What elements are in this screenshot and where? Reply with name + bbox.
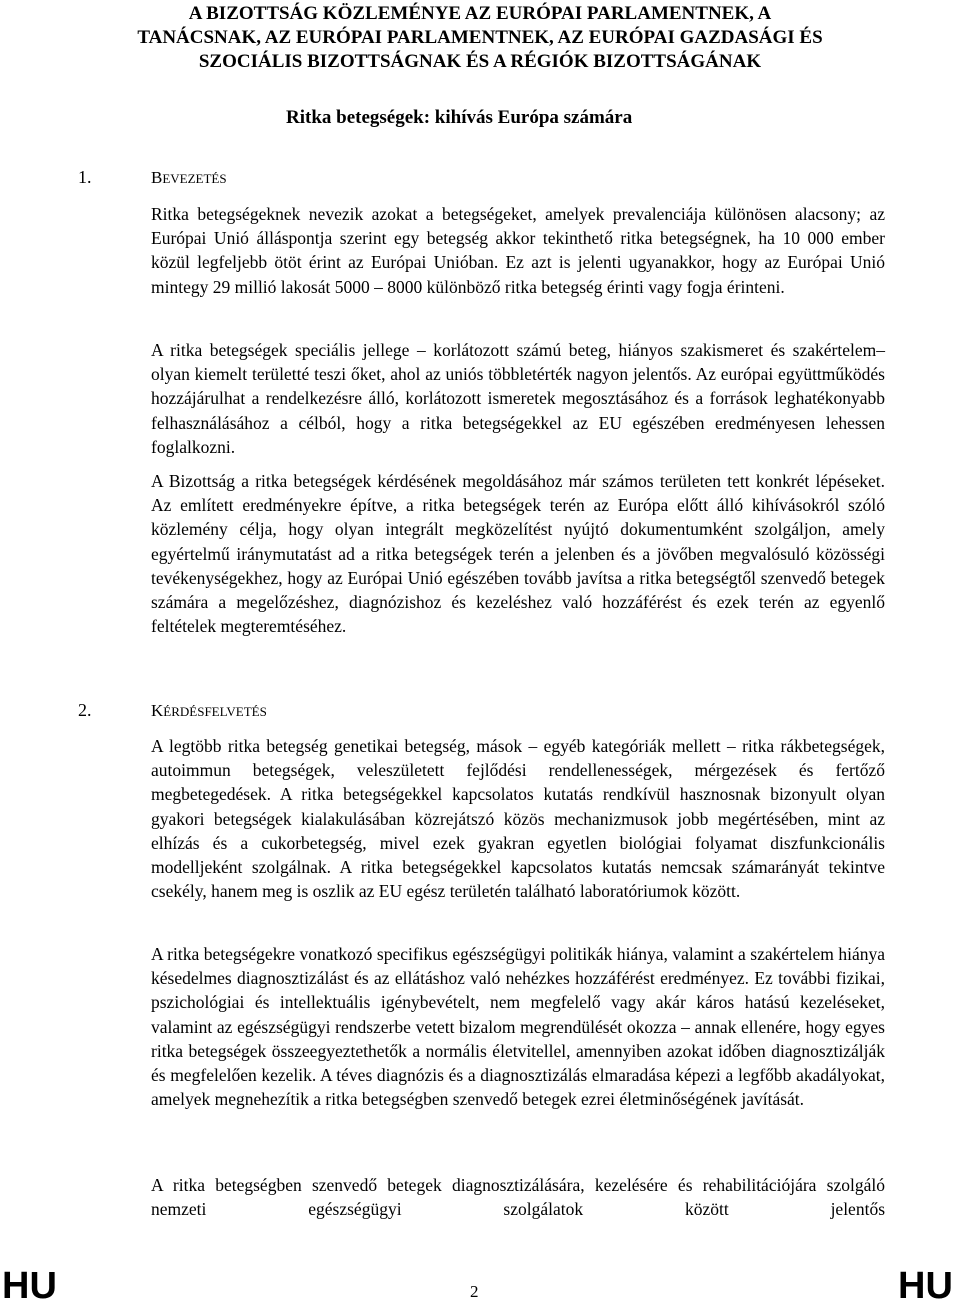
section-number: 1. <box>78 167 92 187</box>
document-subtitle: Ritka betegségek: kihívás Európa számára <box>286 107 633 128</box>
document-title <box>60 2 900 74</box>
title-line: SZOCIÁLIS BIZOTTSÁGNAK ÉS A RÉGIÓK BIZOTTSÁGÁNAK <box>198 51 762 72</box>
paragraph: Ritka betegségeknek nevezik azokat a betegségeket, amelyek prevalenciája különösen alacsony; az Európai Unió álláspontja szerint egy betegség akkor tekinthető ritka betegségnek, ha 10 000 ember közül legfeljebb ötöt érint az Európai Unióban. Ez azt is jelenti ugyanakkor, hogy az Európai Unió mintegy 29 millió lakosát 5000 – 8000 különböző ritka betegség érinti vagy fogja érinteni. <box>151 204 885 297</box>
footer-language-code-right: HU <box>898 1265 953 1307</box>
section-heading-text: EVEZETÉS <box>162 171 227 186</box>
paragraph: A ritka betegségek speciális jellege – korlátozott számú beteg, hiányos szakismeret és szakértelem– olyan kiemelt területté teszi őket, ahol az uniós többletérték nagyon jelentős. Az európai együttműködés hozzájárulhat a rendelkezésre álló, korlátozott ismeretek megosztásához és a források leghatékonyabb felhasználásához a célból, hogy a ritka betegségekkel az EU egészében eredményesen lehessen foglalkozni. <box>151 340 885 457</box>
section-heading-problem-statement <box>78 700 267 722</box>
section-heading-initial: B <box>151 168 163 187</box>
section-heading-text: ÉRDÉSFELVETÉS <box>163 704 267 719</box>
title-line: TANÁCSNAK, AZ EURÓPAI PARLAMENTNEK, AZ EURÓPAI GAZDASÁGI ÉS <box>137 27 823 48</box>
title-line: A BIZOTTSÁG KÖZLEMÉNYE AZ EURÓPAI PARLAMENTNEK, A <box>188 3 772 24</box>
paragraph: A legtöbb ritka betegség genetikai betegség, mások – egyéb kategóriák mellett – ritka rákbetegségek, autoimmun betegségek, veleszületett fejlődési rendellenességek, mérgezések és fertőző megbetegedések. A ritka betegségekkel kapcsolatos kutatás rendkívül hasznosnak bizonyult olyan gyakori betegségek kialakulásában közrejátszó közös mechanizmusok jobb megértésében, mint az elhízás és a cukorbetegség, mivel ezek gyakran egyetlen biológiai folyamat diszfunkcionális modelljeként szolgálnak. A ritka betegségekkel kapcsolatos kutatás nemcsak számarányát tekintve csekély, hanem meg is oszlik az EU egész területén található laboratóriumok között. <box>151 736 885 902</box>
paragraph: A ritka betegségben szenvedő betegek diagnosztizálására, kezelésére és rehabilitációjára szolgáló nemzeti egészségügyi szolgálatok között jelentős <box>151 1175 885 1220</box>
paragraph: A Bizottság a ritka betegségek kérdésének megoldásához már számos területen tett konkrét lépéseket. Az említett eredményekre építve, a ritka betegségek terén az Európa előtt álló kihívásokról szóló közlemény célja, hogy olyan integrált megközelítést nyújtó dokumentumként szolgáljon, amely egyértelmű iránymutatást ad a ritka betegségek terén a jelenben és a jövőben megvalósuló közösségi tevékenységekhez, hogy az Európai Unió egészében tovább javítsa a ritka betegségtől szenvedő betegek számára a megelőzéshez, diagnózishoz és kezeléshez való hozzáférést és ezek terén az egyenlő feltételek megteremtéséhez. <box>151 471 885 637</box>
section-number: 2. <box>78 700 92 720</box>
section-heading-introduction <box>78 167 227 189</box>
paragraph: A ritka betegségekre vonatkozó specifikus egészségügyi politikák hiánya, valamint a szakértelem hiánya késedelmes diagnosztizálást és az ellátáshoz való nehézkes hozzáférést eredményez. Ez további fizikai, pszichológiai és intellektuális igénybevételt, nem megfelelő vagy akár káros hatású kezeléseket, valamint az egészségügyi rendszerbe vetett bizalom megrendülését okozza – annak ellenére, hogy egyes ritka betegségek összeegyeztethetők a normális életvitellel, amennyiben azokat időben diagnosztizálják és megfelelően kezelik. A téves diagnózis és a diagnosztizálás elmaradása képezi a legfőbb akadályokat, amelyek megnehezítik a ritka betegségben szenvedő betegek ezrei életminőségének javítását. <box>151 944 885 1110</box>
page-number: 2 <box>470 1282 479 1301</box>
footer-language-code-left: HU <box>2 1265 57 1307</box>
section-heading-initial: K <box>151 701 164 720</box>
